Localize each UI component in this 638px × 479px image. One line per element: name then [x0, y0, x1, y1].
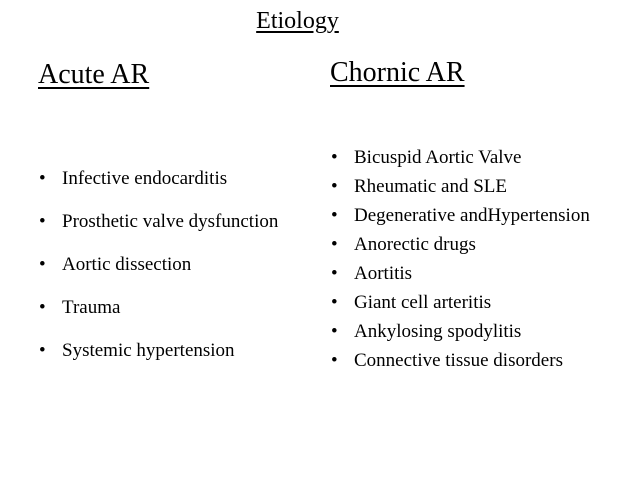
list-item: • Prosthetic valve dysfunction: [38, 211, 278, 233]
acute-ar-list: [38, 168, 278, 383]
acute-ar-heading: Acute AR: [38, 59, 150, 90]
list-item: • Giant cell arteritis: [330, 292, 630, 314]
list-item: • Aortic dissection: [38, 254, 278, 276]
list-item: • Systemic hypertension: [38, 340, 278, 362]
list-item: • Aortitis: [330, 263, 630, 285]
list-item: • Trauma: [38, 297, 278, 319]
chronic-ar-heading: Chornic AR: [330, 57, 465, 88]
chronic-ar-list: [330, 147, 630, 379]
slide-title: Etiology: [256, 8, 339, 34]
list-item: • Connective tissue disorders: [330, 350, 630, 372]
list-item: • Infective endocarditis: [38, 168, 278, 190]
list-item: • Anorectic drugs: [330, 234, 630, 256]
list-item: • Bicuspid Aortic Valve: [330, 147, 630, 169]
list-item: • Rheumatic and SLE: [330, 176, 630, 198]
list-item: • Ankylosing spodylitis: [330, 321, 630, 343]
list-item: • Degenerative andHypertension: [330, 205, 630, 227]
